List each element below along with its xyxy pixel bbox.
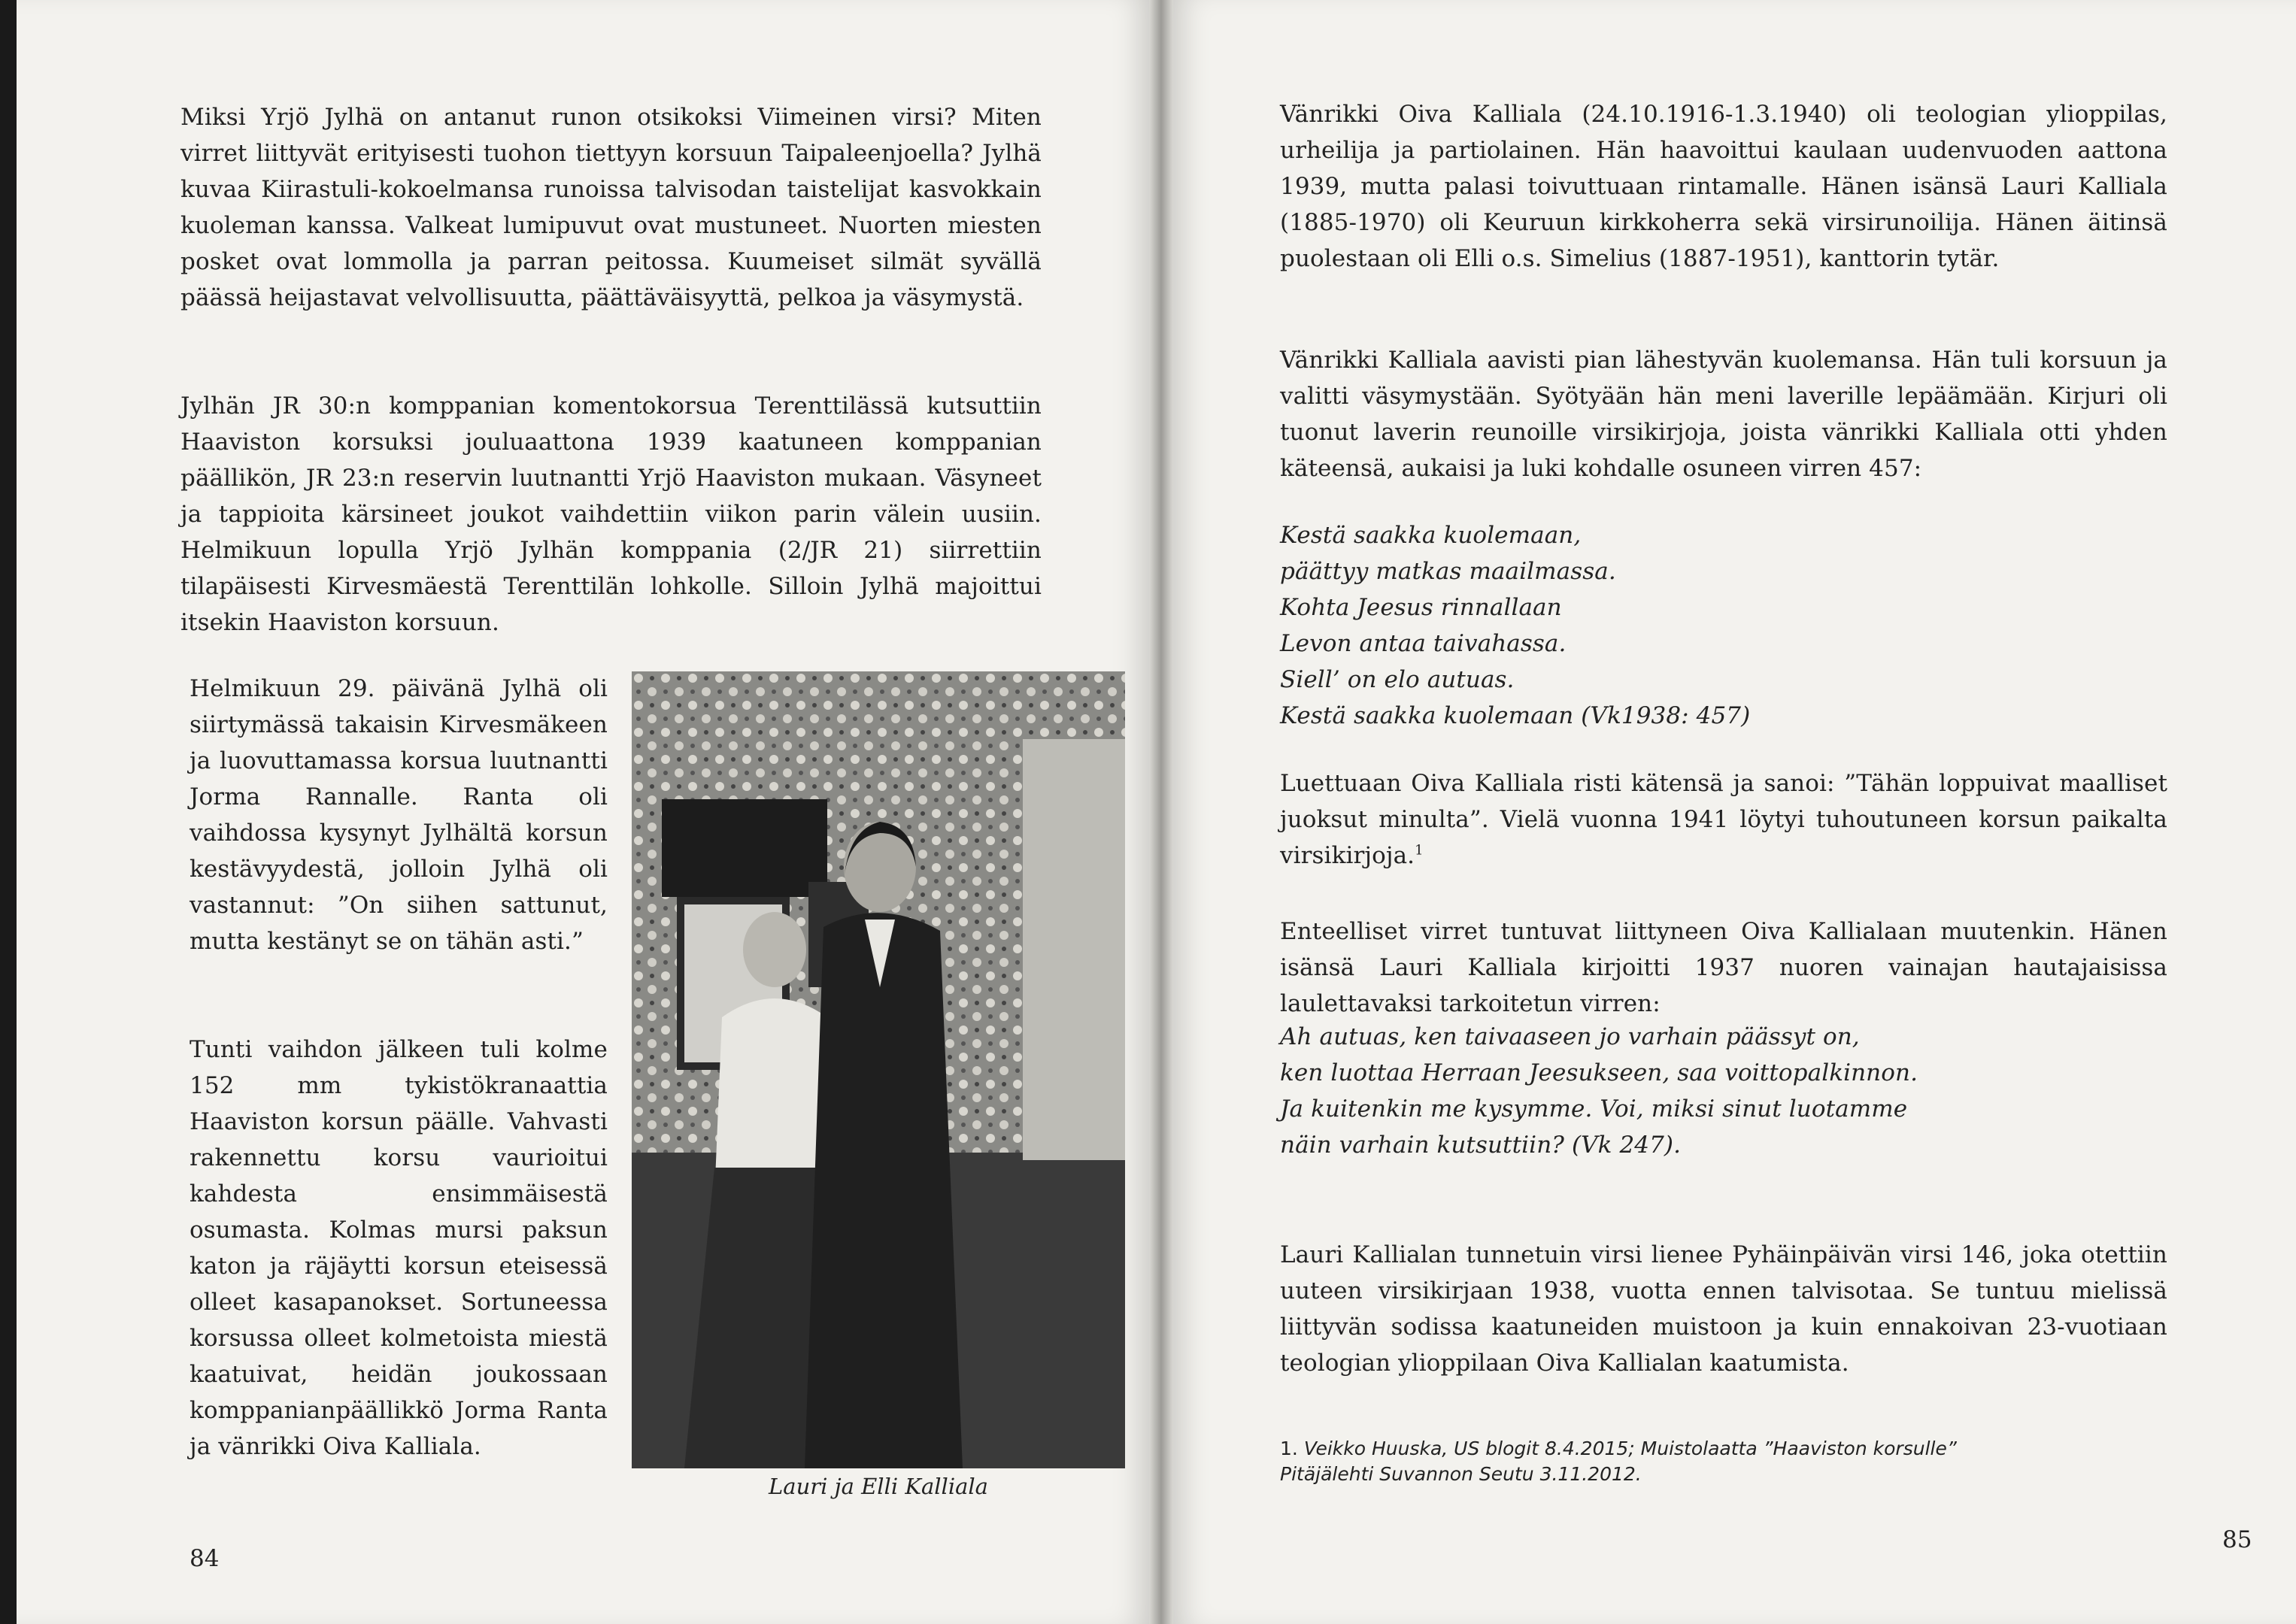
page-number: 85 [2222,1526,2252,1553]
paragraph-text: Luettuaan Oiva Kalliala risti kätensä ja sanoi: ”Tähän loppuivat maalliset juoksut minulta”. Vielä vuonna 1941 löytyi tuhoutuneen korsun paikalta virsikirjoja. [1280,770,2167,869]
left-paragraph-1: Miksi Yrjö Jylhä on antanut runon otsikoksi Viimeinen virsi? Miten virret liittyvät erityisesti tuohon tiettyyn korsuun Taipaleenjoella? Jylhä kuvaa Kiirastuli-kokoelmansa runoissa talvisodan taistelijat kasvokkain kuoleman kanssa. Valkeat lumipuvut ovat mustuneet. Nuorten miesten posket ovat lommolla ja parran peitossa. Kuumeiset silmät syvällä päässä heijastavat velvollisuutta, päättäväisyyttä, pelkoa ja väsymystä. [180,104,1042,311]
right-paragraph-2: Vänrikki Kalliala aavisti pian lähestyvän kuolemansa. Hän tuli korsuun ja valitti väsymystään. Syötyään hän meni laverille lepäämään. Kirjuri oli tuonut laverin reunoille virsikirjoja, joista vänrikki Kalliala otti yhden käteensä, aukaisi ja luki kohdalle osuneen virren 457: [1280,347,2167,482]
book-gutter [1149,0,1173,1624]
verse-line: Kestä saakka kuolemaan (Vk1938: 457) [1280,702,1751,729]
left-paragraph-2: Jylhän JR 30:n komppanian komentokorsua Terenttilässä kutsuttiin Haaviston korsuksi jouluaattona 1939 kaatuneen komppanian päällikön, JR 23:n reservin luutnantti Yrjö Haaviston mukaan. Väsyneet ja tappioita kärsineet joukot vaihdettiin viikon parin välein uusiin. Helmikuun lopulla Yrjö Jylhän komppania (2/JR 21) siirrettiin tilapäisesti Kirvesmäestä Terenttilän lohkolle. Silloin Jylhä majoittui itsekin Haaviston korsuun. [180,392,1042,636]
verse-line: Siell’ on elo autuas. [1280,666,1515,693]
verse-line: näin varhain kutsuttiin? (Vk 247). [1280,1132,1682,1159]
footnote-text-line-1: Veikko Huuska, US blogit 8.4.2015; Muistolaatta ”Haaviston korsulle” [1303,1438,1957,1459]
hymn-verse-247 [1280,1019,2167,1163]
hymn-verse-457 [1280,517,2167,734]
right-paragraph-5: Lauri Kallialan tunnetuin virsi lienee Pyhäinpäivän virsi 146, joka otettiin uuteen virsikirjaan 1938, vuotta ennen talvisotaa. Se tuntuu mielissä liittyvän sodissa kaatuneiden muistoon ja kuin ennakoivan 23-vuotiaan teologian ylioppilaan Oiva Kallialan kaatumista. [1280,1241,2167,1377]
photo-caption: Lauri ja Elli Kalliala [769,1474,988,1499]
verse-line: Ah autuas, ken taivaaseen jo varhain päässyt on, [1280,1023,1860,1050]
footnote-text-line-2: Pitäjälehti Suvannon Seutu 3.11.2012. [1280,1463,1642,1485]
left-paragraph-3: Helmikuun 29. päivänä Jylhä oli siirtymässä takaisin Kirvesmäkeen ja luovuttamassa korsua luutnantti Jorma Rannalle. Ranta oli vaihdossa kysynyt Jylhältä korsun kestävyydestä, jolloin Jylhä oli vastannut: ”On siihen sattunut, mutta kestänyt se on tähän asti.” [190,675,608,955]
verse-line: Kestä saakka kuolemaan, [1280,522,1582,549]
verse-line: päättyy matkas maailmassa. [1280,558,1616,585]
verse-line: Kohta Jeesus rinnallaan [1280,594,1562,621]
right-paragraph-1: Vänrikki Oiva Kalliala (24.10.1916-1.3.1940) oli teologian ylioppilas, urheilija ja partiolainen. Hän haavoittui kaulaan uudenvuoden aattona 1939, mutta palasi toivuttuaan rintamalle. Hänen isänsä Lauri Kalliala (1885-1970) oli Keuruun kirkkoherra sekä virsirunoilija. Hänen äitinsä puolestaan oli Elli o.s. Simelius (1887-1951), kanttorin tytär. [1280,101,2167,272]
right-page [1173,0,2296,1624]
page-number: 84 [190,1545,220,1572]
right-paragraph-4: Enteelliset virret tuntuvat liittyneen Oiva Kallialaan muutenkin. Hänen isänsä Lauri Kalliala kirjoitti 1937 nuoren vainajan hautajaisissa laulettavaksi tarkoitetun virren: [1280,918,2167,1017]
footnote-reference[interactable]: 1 [1415,842,1424,859]
couple-photo-image [632,671,1125,1468]
left-paragraph-4: Tunti vaihdon jälkeen tuli kolme 152 mm tykistökranaattia Haaviston korsun päälle. Vahvasti rakennettu korsu vaurioitui kahdesta ensimmäisestä osumasta. Kolmas mursi paksun katon ja räjäytti korsun eteisessä olleet kasapanokset. Sortuneessa korsussa olleet kolmetoista miestä kaatuivat, heidän joukossaan komppanianpäällikkö Jorma Ranta ja vänrikki Oiva Kalliala. [190,1036,608,1460]
footnote [1280,1436,2107,1487]
verse-line: ken luottaa Herraan Jeesukseen, saa voittopalkinnon. [1280,1059,1918,1086]
verse-line: Levon antaa taivahassa. [1280,630,1567,657]
left-page [17,0,1149,1624]
verse-line: Ja kuitenkin me kysymme. Voi, miksi sinut luotamme [1280,1095,1908,1123]
right-paragraph-3 [1280,765,2167,874]
footnote-number: 1. [1280,1438,1298,1459]
couple-photo [632,671,1125,1468]
